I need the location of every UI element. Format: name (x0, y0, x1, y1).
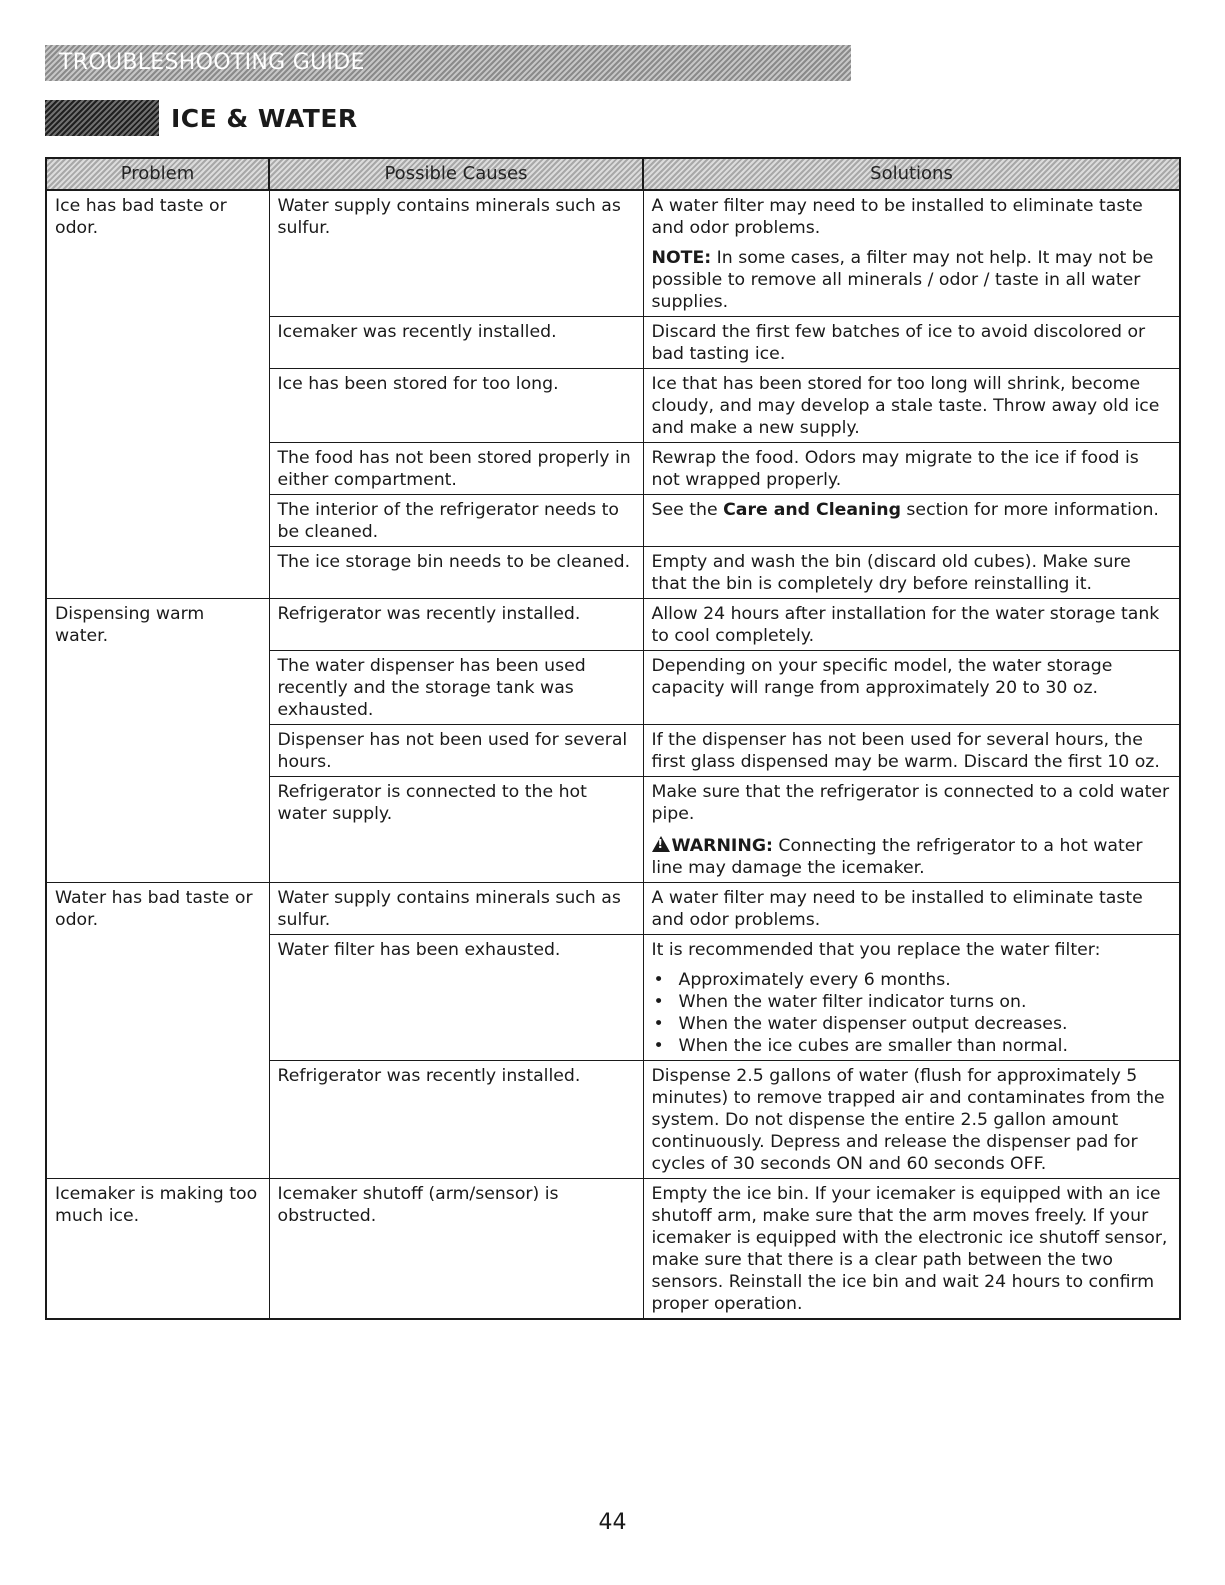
solution-cell: Empty the ice bin. If your icemaker is equipped with an ice shutoff arm, make sure that the arm moves freely. If your icemaker is equipped with the electronic ice shutoff sensor, make sure that there is a clear path between the two sensors. Reinstall the ice bin and wait 24 hours to confirm proper operation. (643, 1179, 1180, 1320)
table-header-row (46, 158, 1180, 190)
cause-cell: Ice has been stored for too long. (269, 369, 643, 443)
cause-cell: The ice storage bin needs to be cleaned. (269, 547, 643, 599)
solution-cell (643, 777, 1180, 883)
section-heading (45, 100, 358, 136)
cause-cell: Refrigerator was recently installed. (269, 599, 643, 651)
page-number: 44 (598, 1510, 627, 1535)
header-solutions: Solutions (643, 158, 1180, 190)
solution-note (652, 247, 1172, 313)
cause-cell: Dispenser has not been used for several hours. (269, 725, 643, 777)
cause-cell: Water supply contains minerals such as sulfur. (269, 883, 643, 935)
cause-cell: Refrigerator was recently installed. (269, 1061, 643, 1179)
table-row (46, 883, 1180, 935)
solution-cell: Allow 24 hours after installation for the water storage tank to cool completely. (643, 599, 1180, 651)
note-label: NOTE: (651, 248, 712, 268)
list-item: • Approximately every 6 months. (652, 969, 1172, 991)
solution-cell: Ice that has been stored for too long will shrink, become cloudy, and may develop a stale taste. Throw away old ice and make a new supply. (643, 369, 1180, 443)
solution-cell (643, 495, 1180, 547)
solution-cell: Empty and wash the bin (discard old cubes). Make sure that the bin is completely dry before reinstalling it. (643, 547, 1180, 599)
solution-cell (643, 190, 1180, 317)
list-item: • When the water dispenser output decreases. (652, 1013, 1172, 1035)
guide-banner: TROUBLESHOOTING GUIDE (45, 45, 851, 81)
header-causes: Possible Causes (269, 158, 643, 190)
solution-cell: Depending on your specific model, the water storage capacity will range from approximately 20 to 30 oz. (643, 651, 1180, 725)
cause-cell: Icemaker shutoff (arm/sensor) is obstructed. (269, 1179, 643, 1320)
section-title: ICE & WATER (171, 103, 358, 133)
table-row (46, 599, 1180, 651)
warning-text: Connecting the refrigerator to a hot water line may damage the icemaker. (651, 836, 1143, 878)
cause-cell: The interior of the refrigerator needs to be cleaned. (269, 495, 643, 547)
cause-cell: Water supply contains minerals such as sulfur. (269, 190, 643, 317)
solution-cell (643, 935, 1180, 1061)
warning-icon (652, 836, 670, 852)
note-text: In some cases, a filter may not help. It may not be possible to remove all minerals / odor / taste in all water supplies. (651, 248, 1154, 312)
solution-cell: Rewrap the food. Odors may migrate to the ice if food is not wrapped properly. (643, 443, 1180, 495)
solution-text: Make sure that the refrigerator is connected to a cold water pipe. (651, 782, 1170, 824)
cause-cell: The water dispenser has been used recently and the storage tank was exhausted. (269, 651, 643, 725)
cause-cell: The food has not been stored properly in either compartment. (269, 443, 643, 495)
problem-cell: Dispensing warm water. (46, 599, 269, 883)
solution-text: See the (651, 500, 724, 520)
warning-label: WARNING: (671, 836, 773, 856)
solution-text: A water filter may need to be installed to eliminate taste and odor problems. (651, 196, 1143, 238)
solution-text: section for more information. (900, 500, 1159, 520)
table-row (46, 1179, 1180, 1320)
problem-cell: Ice has bad taste or odor. (46, 190, 269, 599)
warning-note (652, 835, 1172, 879)
solution-text: It is recommended that you replace the water filter: (651, 940, 1101, 960)
list-item: • When the ice cubes are smaller than normal. (652, 1035, 1172, 1057)
solution-cell: Dispense 2.5 gallons of water (flush for approximately 5 minutes) to remove trapped air and contaminates from the system. Do not dispense the entire 2.5 gallon amount continuously. Depress and release the dispenser pad for cycles of 30 seconds ON and 60 seconds OFF. (643, 1061, 1180, 1179)
cause-cell: Refrigerator is connected to the hot water supply. (269, 777, 643, 883)
list-item: • When the water filter indicator turns on. (652, 991, 1172, 1013)
solution-cell: Discard the first few batches of ice to avoid discolored or bad tasting ice. (643, 317, 1180, 369)
header-problem: Problem (46, 158, 269, 190)
replacement-bullet-list (652, 969, 1172, 1057)
troubleshooting-table (45, 157, 1181, 1320)
problem-cell: Icemaker is making too much ice. (46, 1179, 269, 1320)
care-and-cleaning-reference: Care and Cleaning (723, 500, 901, 520)
section-marker (45, 100, 159, 136)
table-row (46, 190, 1180, 317)
solution-cell: If the dispenser has not been used for several hours, the first glass dispensed may be warm. Discard the first 10 oz. (643, 725, 1180, 777)
solution-cell: A water filter may need to be installed to eliminate taste and odor problems. (643, 883, 1180, 935)
problem-cell: Water has bad taste or odor. (46, 883, 269, 1179)
cause-cell: Icemaker was recently installed. (269, 317, 643, 369)
cause-cell: Water filter has been exhausted. (269, 935, 643, 1061)
